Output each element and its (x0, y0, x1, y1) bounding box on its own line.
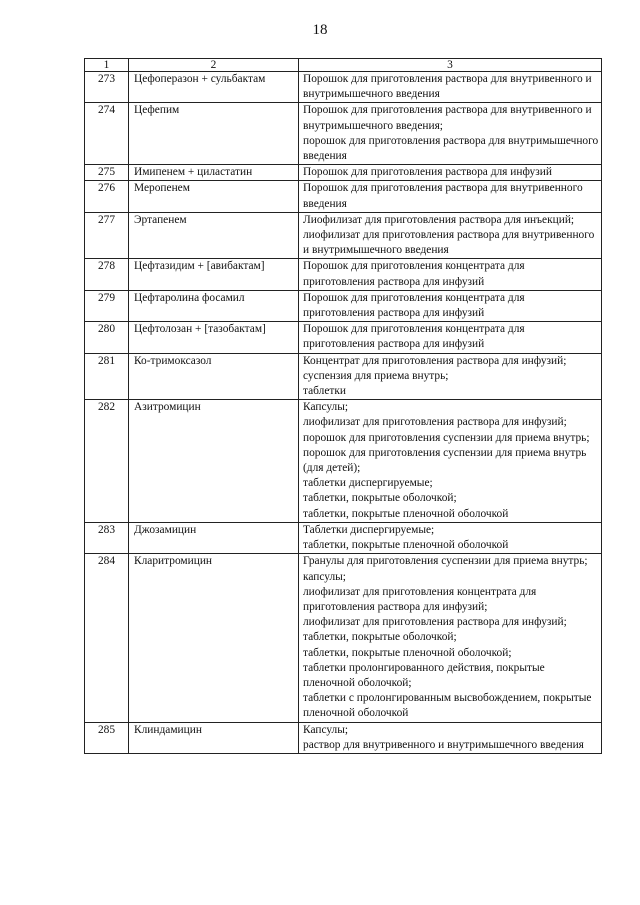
dosage-form-item: таблетки пролонгированного действия, покрытые пленочной оболочкой; (303, 661, 545, 689)
dosage-form-item: раствор для внутривенного и внутримышечного введения (303, 738, 584, 751)
table-row (85, 259, 602, 290)
dosage-forms (299, 353, 602, 400)
drug-name: Цефепим (129, 103, 299, 165)
dosage-form-item: таблетки, покрытые оболочкой; (303, 492, 457, 505)
drug-name: Имипенем + циластатин (129, 165, 299, 181)
table-row (85, 72, 602, 103)
dosage-form-item: Порошок для приготовления концентрата для приготовления раствора для инфузий (303, 291, 525, 320)
dosage-forms (299, 322, 602, 353)
dosage-form-item: лиофилизат для приготовления раствора для инфузий; (303, 616, 567, 629)
dosage-form-item: Концентрат для приготовления раствора для инфузий; (303, 354, 567, 367)
dosage-form-item: Капсулы; (303, 723, 349, 736)
drug-name: Цефтаролина фосамил (129, 290, 299, 321)
dosage-form-item: Капсулы; (303, 401, 349, 414)
dosage-form-item: лиофилизат для приготовления раствора для внутривенного и внутримышечного введения (303, 229, 595, 257)
table-header-row (85, 59, 602, 72)
dosage-form-item: таблетки (303, 385, 347, 398)
dosage-forms (299, 165, 602, 181)
dosage-form-item: Гранулы для приготовления суспензии для приема внутрь; (303, 555, 588, 568)
table-row (85, 722, 602, 753)
table-row (85, 400, 602, 523)
column-header-name: 2 (129, 59, 299, 72)
dosage-form-item: Таблетки диспергируемые; (303, 523, 435, 536)
page-number: 18 (312, 22, 328, 38)
dosage-form-item: Порошок для приготовления раствора для внутривенного введения (303, 182, 583, 210)
dosage-form-item: суспензия для приема внутрь; (303, 369, 449, 382)
row-number: 274 (85, 103, 129, 165)
dosage-form-item: порошок для приготовления раствора для внутримышечного введения (303, 134, 599, 163)
dosage-forms (299, 259, 602, 290)
dosage-forms (299, 722, 602, 753)
dosage-form-item: порошок для приготовления суспензии для приема внутрь; (303, 431, 590, 444)
drug-name: Цефтазидим + [авибактам] (129, 259, 299, 290)
table-row (85, 322, 602, 353)
dosage-form-item: Порошок для приготовления концентрата для приготовления раствора для инфузий (303, 323, 525, 351)
dosage-forms (299, 72, 602, 103)
dosage-forms (299, 212, 602, 259)
dosage-forms (299, 554, 602, 722)
row-number: 277 (85, 212, 129, 259)
dosage-form-item: порошок для приготовления суспензии для приема внутрь (для детей); (303, 446, 587, 475)
row-number: 285 (85, 722, 129, 753)
dosage-form-item: Порошок для приготовления раствора для инфузий (303, 166, 552, 179)
drug-name: Джозамицин (129, 522, 299, 553)
drug-name: Клиндамицин (129, 722, 299, 753)
row-number: 276 (85, 181, 129, 212)
dosage-forms (299, 522, 602, 553)
table-row (85, 290, 602, 321)
dosage-forms (299, 400, 602, 523)
dosage-forms (299, 181, 602, 212)
drug-table (84, 58, 602, 754)
row-number: 282 (85, 400, 129, 523)
table-row (85, 103, 602, 165)
dosage-form-item: таблетки, покрытые оболочкой; (303, 631, 457, 644)
table-row (85, 522, 602, 553)
dosage-form-item: таблетки, покрытые пленочной оболочкой (303, 507, 509, 520)
row-number: 279 (85, 290, 129, 321)
column-header-number: 1 (85, 59, 129, 72)
drug-name: Азитромицин (129, 400, 299, 523)
dosage-form-item: Лиофилизат для приготовления раствора для инъекций; (303, 213, 575, 226)
dosage-form-item: Порошок для приготовления концентрата для приготовления раствора для инфузий (303, 260, 525, 288)
drug-name: Кларитромицин (129, 554, 299, 722)
dosage-form-item: таблетки с пролонгированным высвобождением, покрытые пленочной оболочкой (303, 692, 592, 720)
row-number: 281 (85, 353, 129, 400)
dosage-form-item: таблетки, покрытые пленочной оболочкой (303, 539, 509, 552)
table-row (85, 212, 602, 259)
table-row (85, 181, 602, 212)
drug-name: Меропенем (129, 181, 299, 212)
drug-name: Ко-тримоксазол (129, 353, 299, 400)
table-body (85, 72, 602, 754)
table-row (85, 353, 602, 400)
dosage-form-item: Порошок для приготовления раствора для внутривенного и внутримышечного введения; (303, 104, 592, 132)
row-number: 273 (85, 72, 129, 103)
dosage-form-item: капсулы; (303, 570, 346, 583)
dosage-form-item: таблетки диспергируемые; (303, 477, 433, 490)
drug-name: Эртапенем (129, 212, 299, 259)
dosage-form-item: лиофилизат для приготовления концентрата для приготовления раствора для инфузий; (303, 585, 537, 613)
drug-name: Цефоперазон + сульбактам (129, 72, 299, 103)
column-header-forms: 3 (299, 59, 602, 72)
row-number: 280 (85, 322, 129, 353)
dosage-forms (299, 290, 602, 321)
table-row (85, 165, 602, 181)
row-number: 275 (85, 165, 129, 181)
dosage-form-item: таблетки, покрытые пленочной оболочкой; (303, 646, 512, 659)
dosage-form-item: Порошок для приготовления раствора для внутривенного и внутримышечного введения (303, 73, 592, 101)
row-number: 284 (85, 554, 129, 722)
dosage-form-item: лиофилизат для приготовления раствора для инфузий; (303, 416, 567, 429)
drug-name: Цефтолозан + [тазобактам] (129, 322, 299, 353)
table-row (85, 554, 602, 722)
row-number: 278 (85, 259, 129, 290)
row-number: 283 (85, 522, 129, 553)
dosage-forms (299, 103, 602, 165)
